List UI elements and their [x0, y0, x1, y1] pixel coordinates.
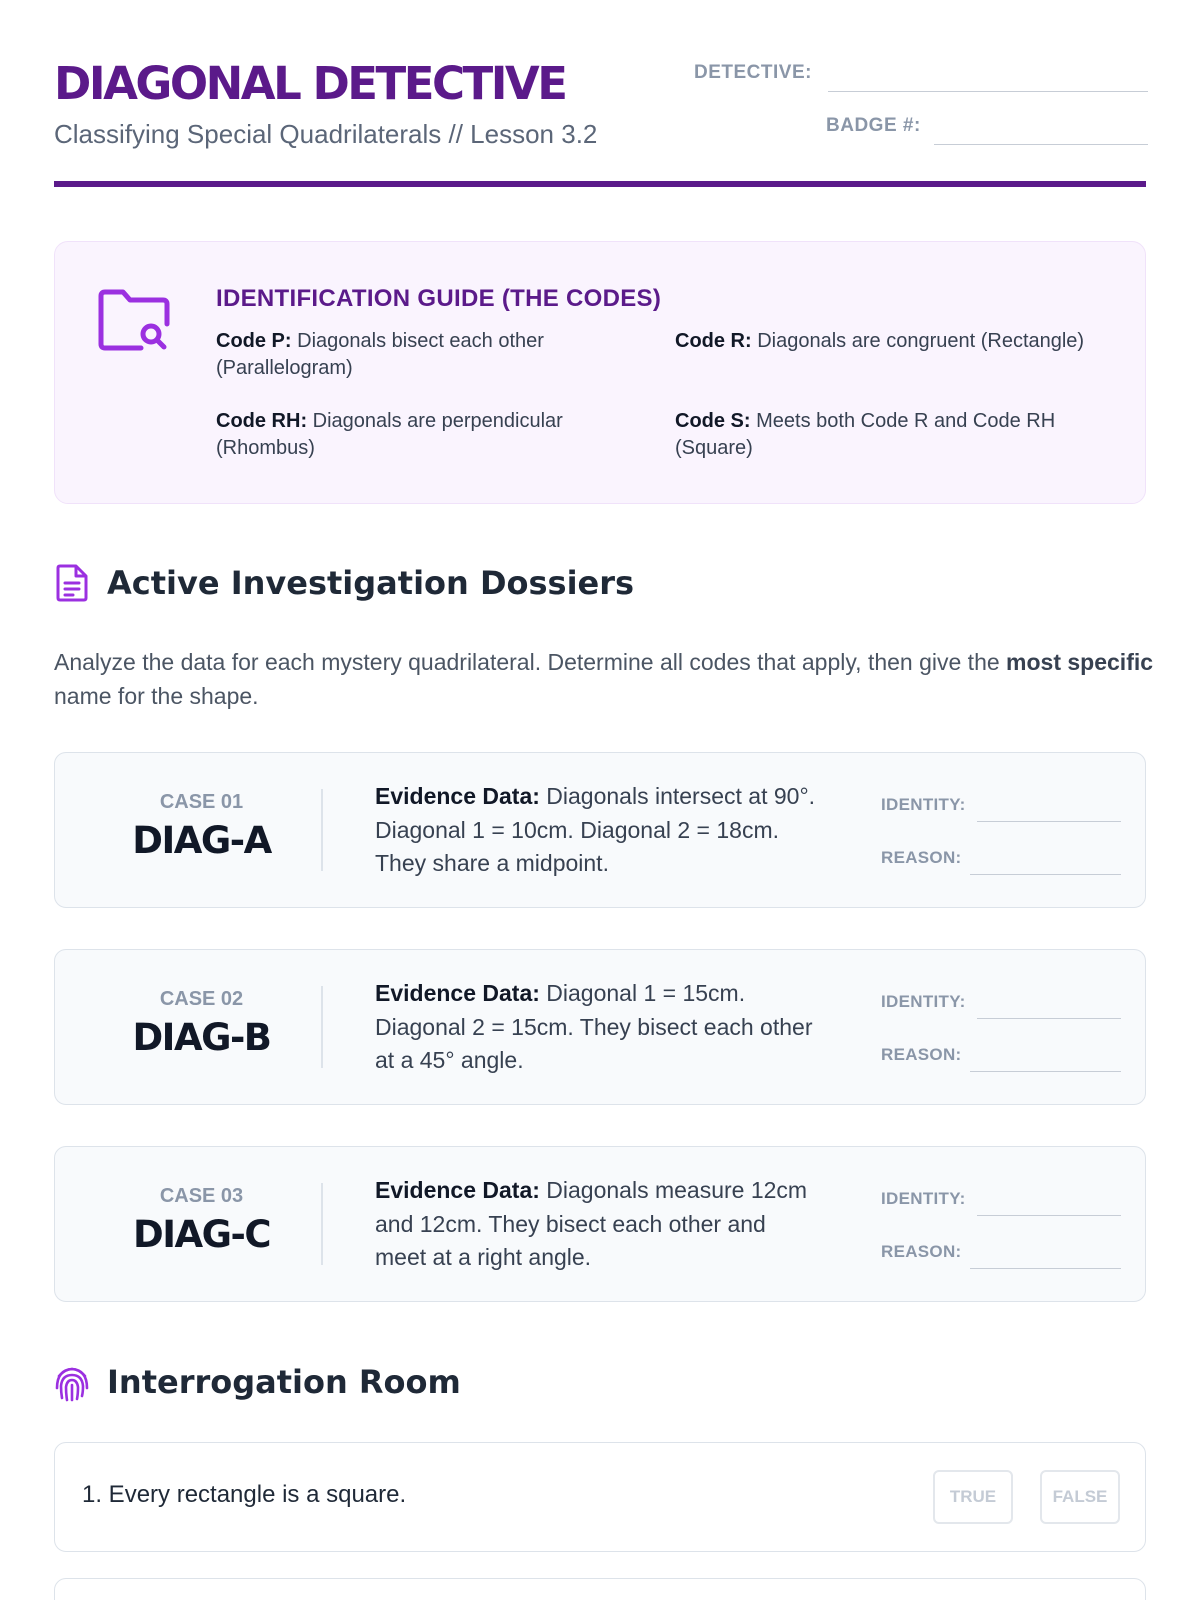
case-divider: [321, 789, 323, 871]
folder-search-icon: [97, 286, 173, 356]
reason-label: REASON:: [881, 848, 962, 867]
identity-answer-line[interactable]: [977, 1018, 1121, 1019]
case-evidence: [375, 780, 823, 881]
code-s: [675, 408, 1115, 462]
case-id: DIAG-C: [133, 1213, 270, 1256]
case-divider: [321, 1183, 323, 1265]
case-number: CASE 02: [159, 988, 244, 1010]
worksheet-header: [54, 0, 1146, 186]
interrogation-heading-text: Interrogation Room: [107, 1363, 461, 1401]
detective-name-field[interactable]: [694, 62, 812, 84]
badge-number-field[interactable]: [826, 115, 921, 137]
reason-answer-line[interactable]: [970, 1268, 1121, 1269]
evidence-label: Evidence Data:: [375, 1177, 540, 1203]
worksheet-title: DIAGONAL DETECTIVE: [54, 57, 566, 110]
intro-emphasis: most specific: [1006, 649, 1154, 675]
code-label: Code P:: [216, 330, 292, 352]
worksheet-subtitle: Classifying Special Quadrilaterals // Lesson 3.2: [54, 119, 598, 149]
dossiers-instructions: [54, 645, 1154, 713]
code-rh: [216, 408, 656, 462]
identification-guide: [54, 241, 1146, 504]
evidence-text: Diagonals intersect at 90°. Diagonal 1 = 10cm. Diagonal 2 = 18cm. They share a midpoint.: [375, 783, 816, 876]
fingerprint-icon: [54, 1362, 90, 1402]
code-label: Code R:: [675, 330, 752, 352]
guide-title: IDENTIFICATION GUIDE (THE CODES): [216, 285, 662, 312]
identity-answer-line[interactable]: [977, 1215, 1121, 1216]
case-divider: [321, 986, 323, 1068]
worksheet-page: [54, 0, 1154, 1508]
code-p: [216, 328, 656, 382]
case-number: CASE 01: [159, 791, 244, 813]
identity-label: IDENTITY:: [881, 795, 966, 814]
true-false-question-partial: [54, 1578, 1146, 1600]
code-text: Diagonals bisect each other (Parallelogram): [216, 330, 544, 379]
identity-label: IDENTITY:: [881, 1189, 966, 1208]
code-text: Diagonals are congruent (Rectangle): [757, 330, 1085, 352]
code-r: [675, 328, 1115, 355]
detective-name-line[interactable]: [828, 91, 1148, 92]
true-false-question: [54, 1442, 1146, 1552]
intro-text-end: name for the shape.: [54, 683, 259, 709]
code-text: Diagonals are perpendicular (Rhombus): [216, 410, 563, 459]
case-id: DIAG-A: [132, 819, 271, 862]
false-button[interactable]: FALSE: [1040, 1470, 1120, 1524]
dossiers-heading-text: Active Investigation Dossiers: [107, 564, 635, 602]
question-text: 1. Every rectangle is a square.: [82, 1481, 407, 1508]
evidence-text: Diagonal 1 = 15cm. Diagonal 2 = 15cm. They bisect each other at a 45° angle.: [375, 980, 813, 1073]
evidence-label: Evidence Data:: [375, 980, 540, 1006]
case-id: DIAG-B: [132, 1016, 271, 1059]
reason-label: REASON:: [881, 1045, 962, 1064]
case-evidence: [375, 1174, 823, 1275]
evidence-text: Diagonals measure 12cm and 12cm. They bisect each other and meet at a right angle.: [375, 1177, 808, 1270]
code-label: Code S:: [675, 410, 751, 432]
badge-label: BADGE #:: [826, 115, 921, 136]
code-text: Meets both Code R and Code RH (Square): [675, 410, 1056, 459]
case-card: [54, 949, 1146, 1105]
header-divider: [54, 181, 1146, 187]
case-card: [54, 752, 1146, 908]
true-button[interactable]: TRUE: [933, 1470, 1013, 1524]
document-icon: [54, 563, 90, 603]
identity-answer-line[interactable]: [977, 821, 1121, 822]
case-evidence: [375, 977, 823, 1078]
badge-number-line[interactable]: [934, 144, 1148, 145]
reason-answer-line[interactable]: [970, 1071, 1121, 1072]
reason-answer-line[interactable]: [970, 874, 1121, 875]
reason-label: REASON:: [881, 1242, 962, 1261]
identity-label: IDENTITY:: [881, 992, 966, 1011]
intro-text: Analyze the data for each mystery quadrilateral. Determine all codes that apply, then give the: [54, 649, 1000, 675]
case-number: CASE 03: [159, 1185, 244, 1207]
code-label: Code RH:: [216, 410, 308, 432]
case-card: [54, 1146, 1146, 1302]
evidence-label: Evidence Data:: [375, 783, 540, 809]
detective-label: DETECTIVE:: [694, 62, 812, 83]
